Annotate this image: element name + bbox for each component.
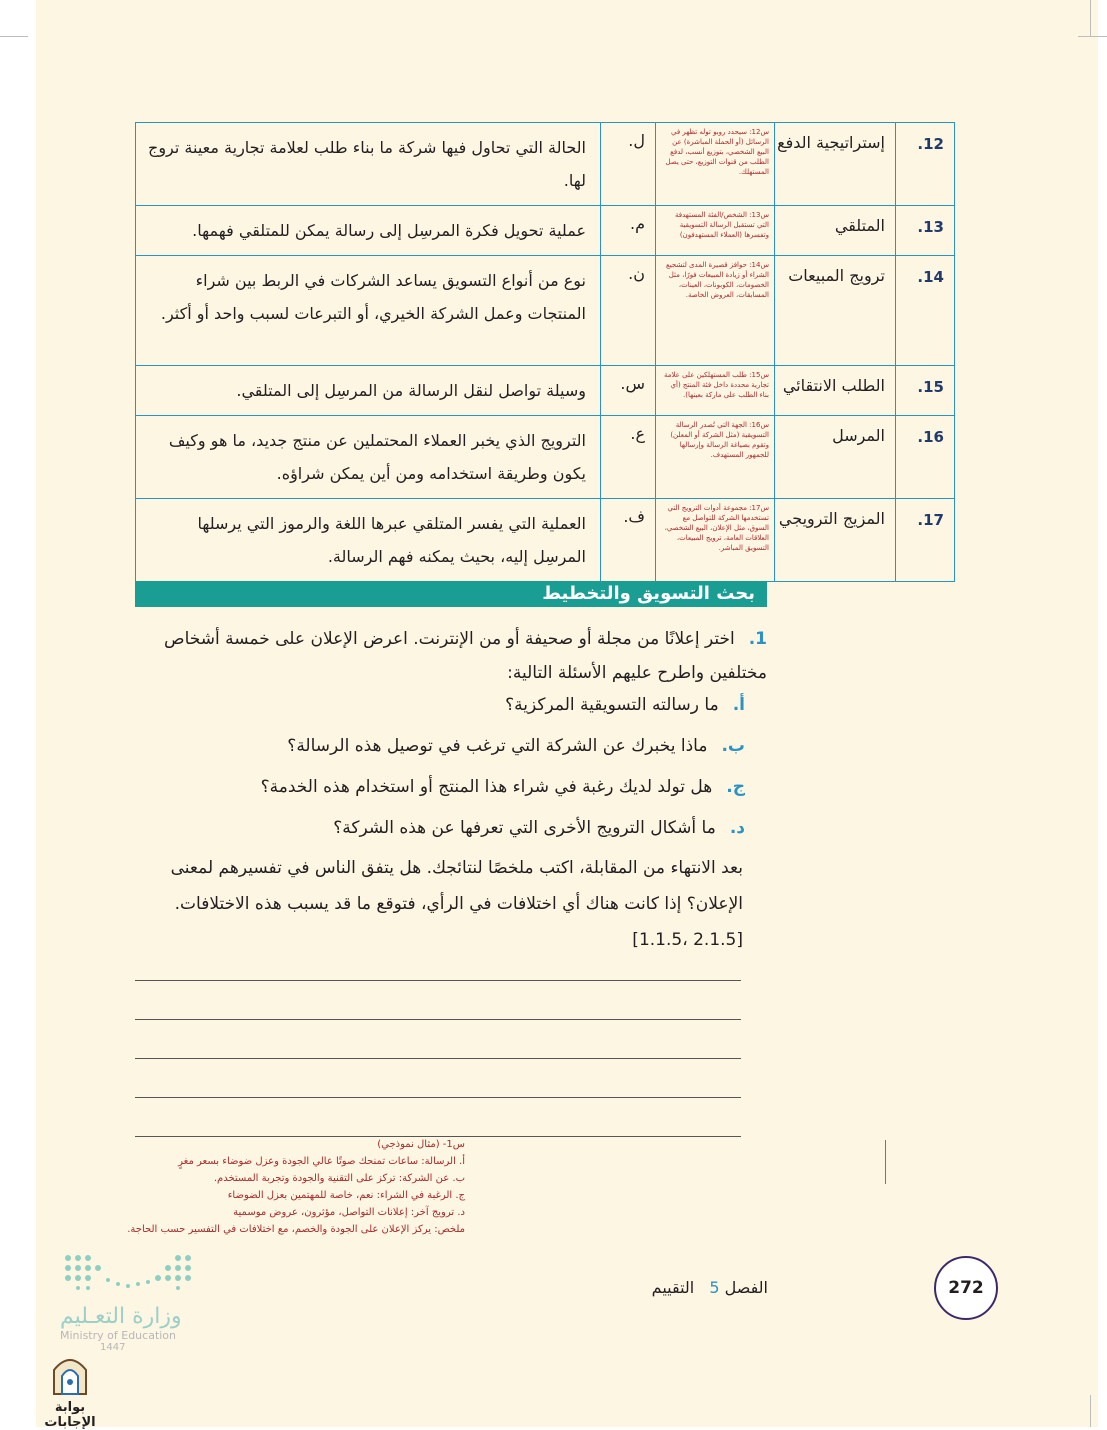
row-number: 17. xyxy=(896,499,955,582)
table-row xyxy=(136,366,955,416)
sub-question-mark: أ. xyxy=(732,695,745,715)
term: الطلب الانتقائي xyxy=(775,366,896,416)
row-number: 15. xyxy=(896,366,955,416)
handwritten-answer: س14: حوافز قصيرة المدى لتشجيع الشراء أو زيادة المبيعات فورًا، مثل الخصومات، الكوبونات، العينات، المسابقات، العروض الخاصة. xyxy=(665,261,769,299)
definition: نوع من أنواع التسويق يساعد الشركات في الربط بين شراء المنتجات وعمل الشركة الخيري، أو التبرعات لسبب واحد أو أكثر. xyxy=(136,256,601,366)
sub-question xyxy=(135,818,745,838)
row-number: 12. xyxy=(896,123,955,206)
sub-question-mark: ب. xyxy=(721,736,745,756)
definition: وسيلة تواصل لنقل الرسالة من المرسِل إلى المتلقي. xyxy=(136,366,601,416)
note-line: ب. عن الشركة: تركز على التقنية والجودة وتجربة المستخدم. xyxy=(213,1173,465,1184)
ministry-name-ar: وزارة التعـليم xyxy=(60,1304,182,1329)
handwritten-answer: س15: طلب المستهلكين على علامة تجارية محددة داخل فئة المنتج (أي بناء الطلب على ماركة بعينها). xyxy=(663,371,769,399)
note-line: ملخص: يركز الإعلان على الجودة والخصم، مع اختلافات في التفسير حسب الحاجة. xyxy=(127,1224,465,1235)
answer-line[interactable] xyxy=(135,1058,741,1059)
ministry-name-en: Ministry of Education xyxy=(60,1329,177,1342)
definition-letter: س. xyxy=(601,366,656,416)
table-row xyxy=(136,206,955,256)
handwritten-answer: س13: الشخص/الفئة المستهدفة التي تستقبل الرسالة التسويقية وتفسرها (العملاء المستهدفون) xyxy=(674,211,769,239)
answer-line[interactable] xyxy=(135,1019,741,1020)
note-line: ج. الرغبة في الشراء: نعم، خاصة للمهتمين بعزل الضوضاء xyxy=(227,1190,465,1201)
definition-letter: م. xyxy=(601,206,656,256)
ministry-year: 1447 xyxy=(100,1342,126,1353)
matching-table xyxy=(135,122,955,582)
question-number: 1. xyxy=(748,629,767,649)
section-label: التقييم xyxy=(651,1278,695,1297)
page-number: 272 xyxy=(934,1256,998,1320)
ministry-dots-icon xyxy=(60,1250,200,1296)
sub-question-text: ما أشكال الترويج الأخرى التي تعرفها عن هذه الشركة؟ xyxy=(333,818,716,838)
sub-question-text: هل تولد لديك رغبة في شراء هذا المنتج أو استخدام هذه الخدمة؟ xyxy=(260,777,713,797)
crop-mark xyxy=(1090,0,1091,36)
margin-rule xyxy=(885,1140,886,1184)
table-row xyxy=(136,416,955,499)
answer-line[interactable] xyxy=(135,1097,741,1098)
chapter-label: الفصل xyxy=(724,1278,768,1297)
table-row xyxy=(136,499,955,582)
table-row xyxy=(136,123,955,206)
follow-up-text: بعد الانتهاء من المقابلة، اكتب ملخصًا لنتائجك. هل يتفق الناس في تفسيرهم لمعنى الإعلان؟ إذا كانت هناك أي اختلافات في الرأي، فتوقع ما قد يسبب هذه الاختلافات. [2.1.5 ،1.1.5] xyxy=(170,858,743,950)
crop-mark xyxy=(1090,1395,1091,1427)
row-number: 14. xyxy=(896,256,955,366)
answers-portal-logo xyxy=(30,1352,110,1430)
question-text: اختر إعلانًا من مجلة أو صحيفة أو من الإنترنت. اعرض الإعلان على خمسة أشخاص مختلفين واطرح عليهم الأسئلة التالية: xyxy=(164,629,767,683)
crop-mark xyxy=(0,36,28,37)
sub-question-text: ماذا يخبرك عن الشركة التي ترغب في توصيل هذه الرسالة؟ xyxy=(287,736,708,756)
definition-letter: ن. xyxy=(601,256,656,366)
definition-letter: ع. xyxy=(601,416,656,499)
term: إستراتيجية الدفع xyxy=(775,123,896,206)
answer-line[interactable] xyxy=(135,980,741,981)
ministry-logo xyxy=(60,1250,200,1353)
section-header xyxy=(135,581,767,607)
handwritten-answer: س12: سيحدد روبو توله تظهر في الرسائل (أو الحملة المباشرة) عن البيع الشخصي، بتوزيع أنسب، لدفع الطلب من قنوات التوزيع، حتى يصل المستهلك. xyxy=(665,128,769,176)
note-line: أ. الرسالة: ساعات تمنحك صوتًا عالي الجودة وعزل ضوضاء بسعر مغرٍ xyxy=(178,1156,465,1167)
definition-letter: ل. xyxy=(601,123,656,206)
definition: الترويج الذي يخبر العملاء المحتملين عن منتج جديد، ما هو وكيف يكون وطريقة استخدامه ومن أين يمكن شراؤه. xyxy=(136,416,601,499)
term: ترويج المبيعات xyxy=(775,256,896,366)
row-number: 16. xyxy=(896,416,955,499)
term: المتلقي xyxy=(775,206,896,256)
section-title: بحث التسويق والتخطيط xyxy=(542,583,755,604)
handwritten-answer: س17: مجموعة أدوات الترويج التي تستخدمها الشركة للتواصل مع السوق، مثل الإعلان، البيع الشخصي، العلاقات العامة، ترويج المبيعات، التسويق المباشر. xyxy=(664,504,769,552)
handwritten-answer-note xyxy=(100,1136,465,1238)
sub-question-mark: ج. xyxy=(726,777,745,797)
sub-question-text: ما رسالته التسويقية المركزية؟ xyxy=(505,695,719,715)
definition: عملية تحويل فكرة المرسِل إلى رسالة يمكن للمتلقي فهمها. xyxy=(136,206,601,256)
footer-chapter xyxy=(560,1278,768,1297)
sub-question xyxy=(135,777,745,797)
term: المرسل xyxy=(775,416,896,499)
question-1 xyxy=(135,622,767,690)
row-number: 13. xyxy=(896,206,955,256)
definition: العملية التي يفسر المتلقي عبرها اللغة والرموز التي يرسلها المرسِل إليه، بحيث يمكنه فهم الرسالة. xyxy=(136,499,601,582)
definition-letter: ف. xyxy=(601,499,656,582)
chapter-number: 5 xyxy=(709,1278,720,1297)
term: المزيج الترويجي xyxy=(775,499,896,582)
note-line: س1- (مثال نموذجي) xyxy=(377,1139,465,1150)
crop-mark xyxy=(1078,36,1107,37)
sub-question xyxy=(135,695,745,715)
handwritten-answer: س16: الجهة التي تُصدر الرسالة التسويقية (مثل الشركة أو المعلن) وتقوم بصياغة الرسالة وإرسالها للجمهور المستهدف. xyxy=(670,421,769,459)
table-row xyxy=(136,256,955,366)
sub-question-mark: د. xyxy=(729,818,745,838)
note-line: د. ترويج آخر: إعلانات التواصل، مؤثرون، عروض موسمية xyxy=(233,1207,465,1218)
sub-question xyxy=(135,736,745,756)
mosque-arch-icon xyxy=(50,1352,90,1396)
portal-label: بوابة الإجابات xyxy=(44,1400,96,1430)
definition: الحالة التي تحاول فيها شركة ما بناء طلب لعلامة تجارية معينة تروج لها. xyxy=(136,123,601,206)
